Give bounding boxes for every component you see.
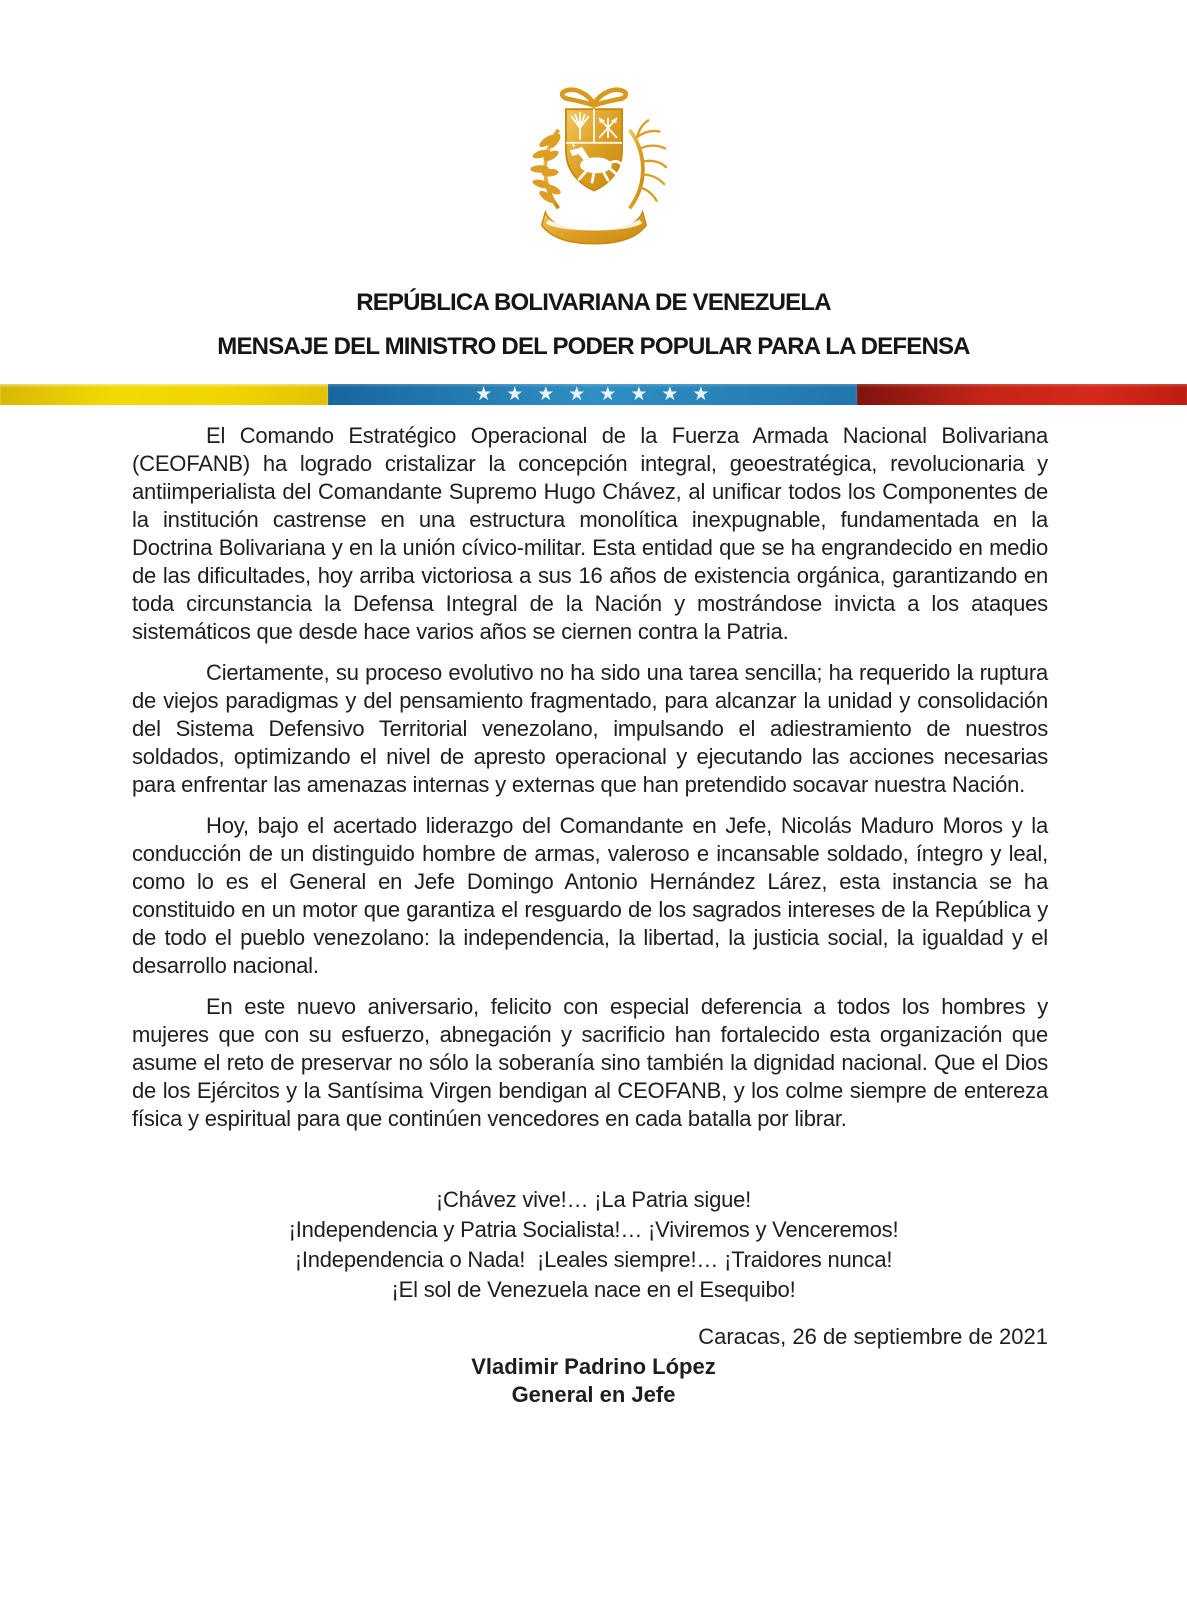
document-subtitle: MENSAJE DEL MINISTRO DEL PODER POPULAR PARA LA DEFENSA [217, 333, 970, 360]
signature-title: General en Jefe [511, 1382, 676, 1407]
venezuela-coat-of-arms-icon [519, 83, 669, 255]
slogan-line-4: ¡El sol de Venezuela nace en el Esequibo! [391, 1277, 796, 1302]
message-body [0, 422, 1187, 1133]
document-page [0, 83, 1187, 1619]
flag-yellow-band [0, 384, 328, 405]
paragraph-2: Ciertamente, su proceso evolutivo no ha sido una tarea sencilla; ha requerido la ruptura de viejos paradigmas y del pensamiento fragmentado, para alcanzar la unidad y consolidación del Sistema Defensivo Territorial venezolano, impulsando el adiestramiento de nuestros soldados, optimizando el nivel de apresto operacional y ejecutando las acciones necesarias para enfrentar las amenazas internas y externas que han pretendido socavar nuestra Nación. [132, 660, 1048, 797]
flag-stars-icon: ★★★★★★★★ [475, 384, 724, 405]
paragraph-1: El Comando Estratégico Operacional de la Fuerza Armada Nacional Bolivariana (CEOFANB) ha logrado cristalizar la concepción integral, geoestratégica, revolucionaria y antiimperialista del Comandante Supremo Hugo Chávez, al unificar todos los Componentes de la institución castrense en una estructura monolítica inexpugnable, fundamentada en la Doctrina Bolivariana y en la unión cívico-militar. Esta entidad que se ha engrandecido en medio de las dificultades, hoy arriba victoriosa a sus 16 años de existencia orgánica, garantizando en toda circunstancia la Defensa Integral de la Nación y mostrándose invicta a los ataques sistemáticos que desde hace varios años se ciernen contra la Patria. [132, 423, 1048, 644]
document-title: REPÚBLICA BOLIVARIANA DE VENEZUELA [356, 289, 831, 316]
slogan-line-2: ¡Independencia y Patria Socialista!… ¡Viviremos y Venceremos! [288, 1217, 899, 1242]
dateline: Caracas, 26 de septiembre de 2021 [698, 1324, 1048, 1349]
paragraph-3: Hoy, bajo el acertado liderazgo del Comandante en Jefe, Nicolás Maduro Moros y la conducción de un distinguido hombre de armas, valeroso e incansable soldado, íntegro y leal, como lo es el General en Jefe Domingo Antonio Hernández Lárez, esta instancia se ha constituido en un motor que garantiza el resguardo de los sagrados intereses de la República y de todo el pueblo venezolano: la independencia, la libertad, la justicia social, la igualdad y el desarrollo nacional. [132, 813, 1048, 978]
flag-red-band [857, 384, 1187, 405]
signature-name: Vladimir Padrino López [471, 1354, 716, 1379]
flag-blue-band [328, 384, 857, 405]
paragraph-4: En este nuevo aniversario, felicito con especial deferencia a todos los hombres y mujeres que con su esfuerzo, abnegación y sacrificio han fortalecido esta organización que asume el reto de preservar no sólo la soberanía sino también la dignidad nacional. Que el Dios de los Ejércitos y la Santísima Virgen bendigan al CEOFANB, y los colme siempre de entereza física y espiritual para que continúen vencedores en cada batalla por librar. [132, 994, 1048, 1131]
slogans-block [0, 1185, 1187, 1305]
slogan-line-1: ¡Chávez vive!… ¡La Patria sigue! [435, 1187, 752, 1212]
flag-divider-bar [0, 384, 1187, 405]
slogan-line-3: ¡Independencia o Nada! ¡Leales siempre!… ¡Traidores nunca! [294, 1247, 893, 1272]
